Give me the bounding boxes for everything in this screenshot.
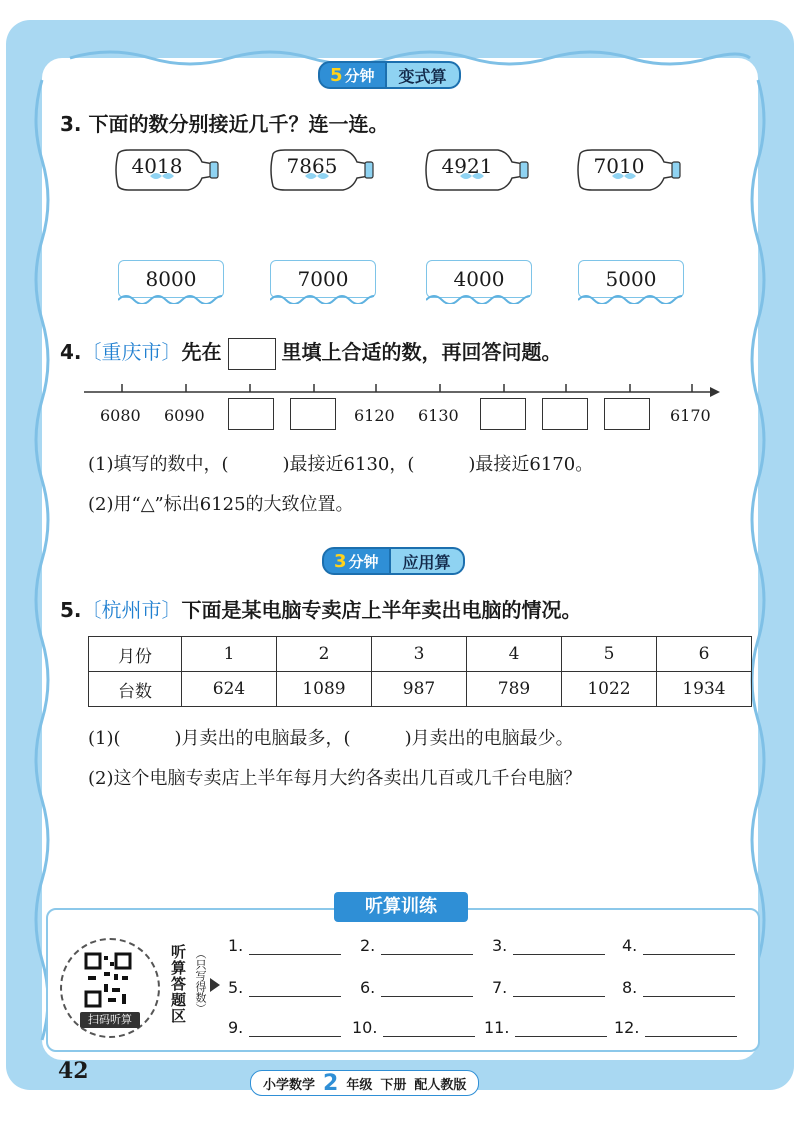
fill-box-sample	[228, 338, 276, 370]
answer-blank[interactable]: 12.	[614, 1018, 737, 1037]
question-number: 4.	[60, 340, 82, 364]
target-box[interactable]: 5000	[578, 260, 684, 298]
month-cell: 6	[657, 637, 752, 672]
city-tag: 〔重庆市〕	[81, 340, 182, 364]
question-text-a: 先在	[181, 340, 222, 364]
count-cell: 789	[467, 672, 562, 707]
number-line-box[interactable]	[228, 398, 274, 430]
city-tag: 〔杭州市〕	[81, 598, 182, 622]
question-text-b: 里填上合适的数，再回答问题。	[281, 340, 562, 364]
month-cell: 3	[372, 637, 467, 672]
answer-blank[interactable]: 7.	[492, 978, 605, 997]
tick-label: 6170	[670, 406, 711, 425]
table-row	[89, 637, 752, 672]
count-cell: 987	[372, 672, 467, 707]
answer-blank[interactable]: 9.	[228, 1018, 341, 1037]
badge-time: 3 分钟	[322, 547, 391, 575]
answer-blank[interactable]: 6.	[360, 978, 473, 997]
triangle-arrow-icon	[210, 978, 220, 992]
answer-blank[interactable]: 8.	[622, 978, 735, 997]
question-text: 下面是某电脑专卖店上半年卖出电脑的情况。	[181, 598, 582, 622]
qr-code-icon[interactable]	[84, 952, 132, 1008]
bottle-number[interactable]: 4018	[131, 154, 183, 178]
number-line-box[interactable]	[542, 398, 588, 430]
wave-icon	[118, 292, 222, 304]
footer-book-info	[250, 1070, 479, 1096]
footer-grade: 年级	[346, 1077, 373, 1093]
answer-blank[interactable]: 10.	[352, 1018, 475, 1037]
row-header: 月份	[89, 637, 182, 672]
number-line	[84, 380, 724, 400]
q5-subquestion-1: (1)( )月卖出的电脑最多，( )月卖出的电脑最少。	[88, 728, 574, 749]
answer-blank[interactable]: 2.	[360, 936, 473, 955]
footer-edition: 配人教版	[414, 1077, 467, 1093]
qr-label: 扫码听算	[80, 1012, 140, 1028]
tick-label: 6120	[354, 406, 395, 425]
month-cell: 2	[277, 637, 372, 672]
month-cell: 5	[562, 637, 657, 672]
bottle-number[interactable]: 4921	[441, 154, 493, 178]
answer-blank[interactable]: 5.	[228, 978, 341, 997]
tick-label: 6130	[418, 406, 459, 425]
question-4-title	[60, 336, 562, 370]
footer-grade-number: 2	[323, 1070, 339, 1096]
bottle-number[interactable]: 7010	[593, 154, 645, 178]
bottle-number[interactable]: 7865	[286, 154, 338, 178]
q5-subquestion-2: (2)这个电脑专卖店上半年每月大约各卖出几百或几千台电脑？	[88, 768, 582, 789]
page-number: 42	[58, 1058, 89, 1084]
target-box[interactable]: 7000	[270, 260, 376, 298]
footer-volume: 下册	[380, 1077, 407, 1093]
number-line-box[interactable]	[480, 398, 526, 430]
answer-blank[interactable]: 4.	[622, 936, 735, 955]
month-cell: 1	[182, 637, 277, 672]
target-box[interactable]: 8000	[118, 260, 224, 298]
section-badge-application	[322, 548, 465, 574]
listening-title: 听算训练	[334, 892, 468, 922]
question-3-title: 3. 下面的数分别接近几千？连一连。	[60, 112, 389, 136]
answer-area-note: （只写得数）	[194, 948, 207, 1014]
sales-table	[88, 636, 752, 707]
row-header: 台数	[89, 672, 182, 707]
count-cell: 1089	[277, 672, 372, 707]
footer-subject: 小学数学	[263, 1077, 316, 1093]
section-badge-variant	[318, 62, 461, 88]
count-cell: 1022	[562, 672, 657, 707]
answer-area-label: 听算答题区	[169, 944, 187, 1024]
wave-icon	[578, 292, 682, 304]
badge-time: 5 分钟	[318, 61, 387, 89]
question-number: 5.	[60, 598, 82, 622]
number-line-box[interactable]	[290, 398, 336, 430]
wave-icon	[270, 292, 374, 304]
answer-blank[interactable]: 1.	[228, 936, 341, 955]
answer-blank[interactable]: 3.	[492, 936, 605, 955]
wave-icon	[426, 292, 530, 304]
table-row	[89, 672, 752, 707]
number-line-box[interactable]	[604, 398, 650, 430]
q4-subquestion-1: (1)填写的数中，( )最接近6130，( )最接近6170。	[88, 454, 594, 475]
month-cell: 4	[467, 637, 562, 672]
q4-subquestion-2: (2)用“△”标出6125的大致位置。	[88, 494, 354, 515]
count-cell: 624	[182, 672, 277, 707]
tick-label: 6080	[100, 406, 141, 425]
tick-label: 6090	[164, 406, 205, 425]
badge-title: 应用算	[391, 547, 465, 575]
answer-blank[interactable]: 11.	[484, 1018, 607, 1037]
question-5-title	[60, 594, 582, 623]
badge-title: 变式算	[387, 61, 461, 89]
count-cell: 1934	[657, 672, 752, 707]
target-box[interactable]: 4000	[426, 260, 532, 298]
